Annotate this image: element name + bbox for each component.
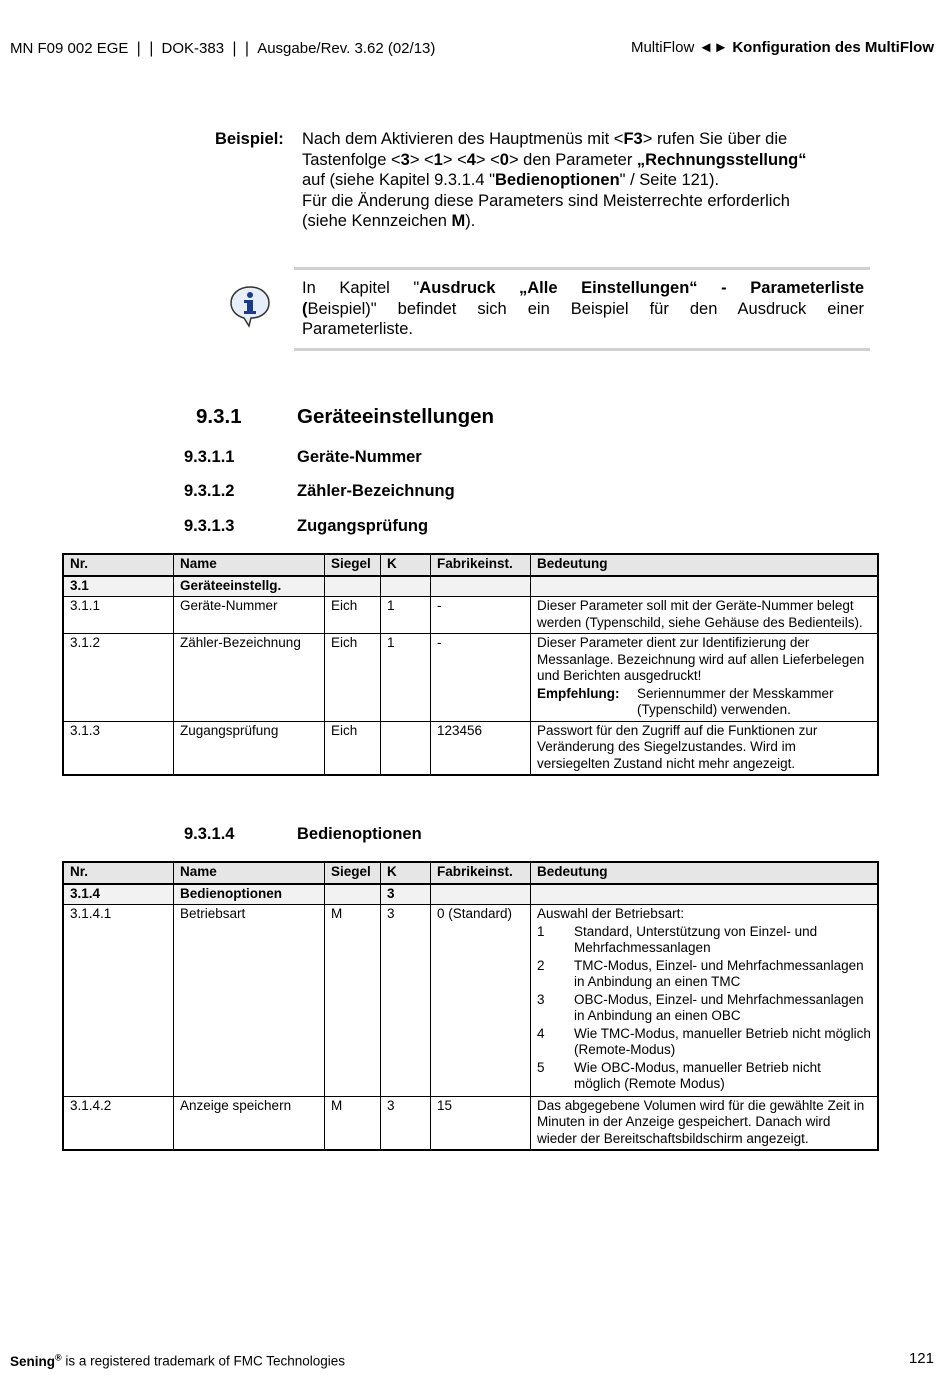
cell: Geräte-Nummer — [174, 597, 325, 634]
cell: 3.1 — [63, 576, 174, 597]
text: Beispiel)" befindet sich ein Beispiel für den Ausdruck einer — [307, 299, 864, 318]
cell-text: Dieser Parameter dient zur Identifizierung der Messanlage. Bezeichnung wird auf allen Lieferbelegen und Berichten ausgedruckt! — [537, 635, 865, 683]
cell — [325, 884, 381, 905]
column-header: Name — [174, 554, 325, 576]
doc-id: MN F09 002 EGE — [10, 40, 129, 57]
cell — [325, 576, 381, 597]
info-text — [302, 278, 864, 340]
cell: Betriebsart — [174, 905, 325, 1097]
cell: 15 — [431, 1096, 531, 1150]
table-header-row — [63, 862, 878, 884]
table-row — [63, 634, 878, 722]
heading-9-3-1-1 — [184, 448, 422, 467]
heading-9-3-1-4 — [184, 825, 422, 844]
text: > < — [409, 150, 434, 169]
cell — [531, 884, 879, 905]
header-chapter — [631, 39, 934, 56]
option-text: OBC-Modus, Einzel- und Mehrfachmessanlagen in Anbindung an einen OBC — [574, 991, 864, 1023]
column-header: Name — [174, 862, 325, 884]
option-list — [537, 924, 871, 1093]
column-header: Siegel — [325, 862, 381, 884]
header-doc-info — [10, 39, 435, 57]
section-number: 9.3.1.4 — [184, 825, 235, 843]
cell: 3.1.4.1 — [63, 905, 174, 1097]
column-header: Siegel — [325, 554, 381, 576]
text: > den Parameter — [508, 150, 637, 169]
table-row — [63, 905, 878, 1097]
cell: Dieser Parameter soll mit der Geräte-Nummer belegt werden (Typenschild, siehe Gehäuse des Bedienteils). — [531, 597, 879, 634]
text: > rufen Sie über die — [642, 130, 788, 148]
heading-9-3-1-2 — [184, 482, 455, 501]
section-number: 9.3.1.1 — [184, 448, 235, 466]
info-icon — [228, 284, 272, 328]
cell: Anzeige speichern — [174, 1096, 325, 1150]
text: Für die Änderung diese Parameters sind Meisterrechte erforderlich — [302, 191, 790, 210]
cell: 3.1.2 — [63, 634, 174, 722]
key-label: 4 — [466, 150, 476, 169]
brand-name — [10, 1354, 62, 1369]
section-title: Zugangsprüfung — [297, 517, 429, 535]
separator-icon: ❘❘ — [228, 40, 254, 57]
text: Parameterliste. — [302, 320, 413, 338]
cell: 3 — [381, 884, 431, 905]
cell: 3.1.3 — [63, 721, 174, 775]
section-number: 9.3.1 — [196, 405, 242, 428]
table-header-row — [63, 554, 878, 576]
text: > < — [442, 150, 467, 169]
section-title: Zähler-Bezeichnung — [297, 482, 455, 500]
cell: Passwort für den Zugriff auf die Funktionen zur Veränderung des Siegelzustandes. Wird im versiegelten Zustand nicht mehr angezeigt. — [531, 721, 879, 775]
section-number: 9.3.1.3 — [184, 517, 235, 535]
column-header: Fabrikeinst. — [431, 554, 531, 576]
column-header: Bedeutung — [531, 862, 879, 884]
chapter-reference: Bedienoptionen — [494, 171, 620, 189]
heading-9-3-1 — [196, 405, 495, 429]
cell: - — [431, 634, 531, 722]
recommendation-label: Empfehlung: — [537, 685, 620, 701]
cell: Zugangsprüfung — [174, 721, 325, 775]
option-number: 1 — [537, 923, 545, 939]
marker-letter: M — [451, 212, 466, 230]
separator-icon: ❘❘ — [132, 40, 158, 57]
product-name: MultiFlow — [630, 39, 695, 56]
cell: 3.1.4.2 — [63, 1096, 174, 1150]
example-label: Beispiel: — [215, 130, 284, 148]
cell — [381, 721, 431, 775]
option-number: 5 — [537, 1059, 545, 1075]
column-header: Bedeutung — [531, 554, 879, 576]
key-label: 0 — [499, 150, 509, 169]
trademark-text: is a registered trademark of FMC Technologies — [61, 1353, 346, 1369]
page-number: 121 — [908, 1350, 934, 1367]
parameter-name: „Rechnungsstellung“ — [636, 150, 807, 169]
cell: Eich — [325, 634, 381, 722]
section-title: Bedienoptionen — [297, 825, 422, 843]
column-header: K — [381, 554, 431, 576]
section-title: Geräte-Nummer — [297, 448, 422, 466]
example-text — [302, 129, 862, 232]
text: auf (siehe Kapitel 9.3.1.4 " — [302, 171, 495, 189]
cell: 3 — [381, 1096, 431, 1150]
cell: M — [325, 1096, 381, 1150]
list-item — [537, 992, 871, 1025]
column-header: K — [381, 862, 431, 884]
cell: 3 — [381, 905, 431, 1097]
column-header: Nr. — [63, 862, 174, 884]
revision: Ausgabe/Rev. 3.62 (02/13) — [257, 40, 436, 57]
option-text: Wie TMC-Modus, manueller Betrieb nicht möglich (Remote-Modus) — [574, 1025, 871, 1057]
table-row — [63, 721, 878, 775]
key-label: 3 — [400, 150, 410, 169]
cell: Eich — [325, 721, 381, 775]
nav-arrows-icon: ◄► — [698, 39, 729, 56]
brand-text: Sening — [10, 1353, 56, 1369]
info-box — [294, 267, 870, 351]
chapter-reference: Ausdruck „Alle Einstellungen“ - Parameterliste — [419, 279, 864, 297]
table-group-row — [63, 884, 878, 905]
footer-trademark — [10, 1352, 345, 1369]
table-row — [63, 597, 878, 634]
cell — [431, 576, 531, 597]
cell: Bedienoptionen — [174, 884, 325, 905]
text: In Kapitel " — [302, 279, 420, 297]
cell: 3.1.1 — [63, 597, 174, 634]
column-header: Fabrikeinst. — [431, 862, 531, 884]
key-label: 1 — [433, 150, 443, 169]
parameter-table-bedienoptionen — [62, 861, 879, 1151]
cell: 123456 — [431, 721, 531, 775]
option-text: TMC-Modus, Einzel- und Mehrfachmessanlagen in Anbindung an einen TMC — [574, 957, 864, 989]
option-number: 3 — [537, 991, 545, 1007]
table-group-row — [63, 576, 878, 597]
cell: 1 — [381, 597, 431, 634]
cell — [381, 576, 431, 597]
cell: Zähler-Bezeichnung — [174, 634, 325, 722]
cell: Geräteeinstellg. — [174, 576, 325, 597]
table-row — [63, 1096, 878, 1150]
option-number: 4 — [537, 1025, 545, 1041]
text: (siehe Kennzeichen — [302, 212, 452, 230]
text: Tastenfolge < — [302, 150, 401, 169]
cell — [531, 634, 879, 722]
cell-text: Auswahl der Betriebsart: — [537, 906, 685, 921]
text: Nach dem Aktivieren des Hauptmenüs mit < — [302, 130, 624, 148]
cell: M — [325, 905, 381, 1097]
list-item — [537, 958, 871, 991]
text: " / Seite 121). — [619, 171, 720, 189]
column-header: Nr. — [63, 554, 174, 576]
cell: - — [431, 597, 531, 634]
section-number: 9.3.1.2 — [184, 482, 235, 500]
list-item — [537, 1026, 871, 1059]
cell — [531, 905, 879, 1097]
cell: Eich — [325, 597, 381, 634]
recommendation — [537, 686, 871, 719]
dok-number: DOK-383 — [161, 40, 225, 57]
list-item — [537, 924, 871, 957]
heading-9-3-1-3 — [184, 517, 429, 536]
key-label: F3 — [623, 130, 643, 148]
option-number: 2 — [537, 957, 545, 973]
registered-icon: ® — [55, 1352, 62, 1362]
cell: 3.1.4 — [63, 884, 174, 905]
section-title: Geräteeinstellungen — [297, 405, 495, 428]
option-text: Wie OBC-Modus, manueller Betrieb nicht möglich (Remote Modus) — [574, 1059, 821, 1091]
chapter-title: Konfiguration des MultiFlow — [732, 39, 934, 56]
parameter-table-geraeteeinstellungen — [62, 553, 879, 776]
cell — [531, 576, 879, 597]
list-item — [537, 1060, 871, 1093]
text: ( — [302, 299, 308, 318]
cell: 0 (Standard) — [431, 905, 531, 1097]
recommendation-text: Seriennummer der Messkammer (Typenschild) verwenden. — [637, 685, 834, 717]
text: > < — [475, 150, 500, 169]
cell: Das abgegebene Volumen wird für die gewählte Zeit in Minuten in der Anzeige gespeichert. Danach wird wieder der Bereitschaftsbildschirm angezeigt. — [531, 1096, 879, 1150]
cell: 1 — [381, 634, 431, 722]
option-text: Standard, Unterstützung von Einzel- und Mehrfachmessanlagen — [574, 923, 818, 955]
text: ). — [465, 212, 476, 230]
cell — [431, 884, 531, 905]
